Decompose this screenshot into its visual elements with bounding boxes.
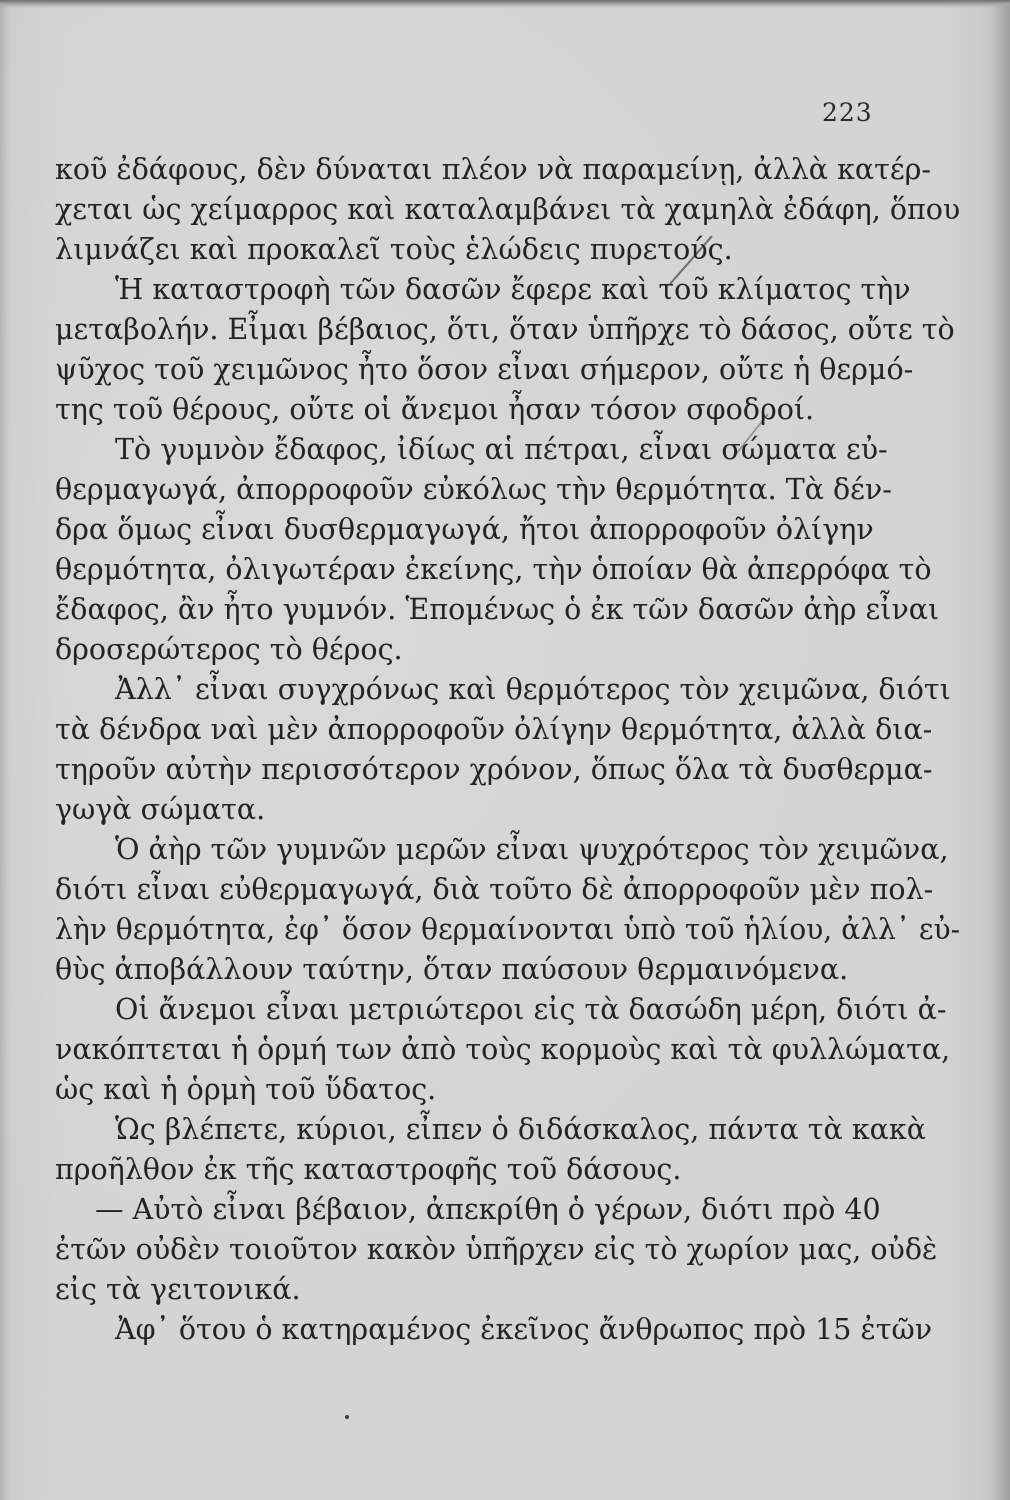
text-line: χεται ὡς χείμαρρος καὶ καταλαμβάνει τὰ χαμηλὰ ἐδάφη, ὅπου: [55, 193, 961, 226]
text-line: Οἱ ἄνεμοι εἶναι μετριώτεροι εἰς τὰ δασώδη μέρη, διότι ἀ-: [115, 993, 947, 1026]
text-line: Ὁ ἀὴρ τῶν γυμνῶν μερῶν εἶναι ψυχρότερος τὸν χειμῶνα,: [115, 833, 949, 866]
text-line: δρα ὅμως εἶναι δυσθερμαγωγά, ἤτοι ἀπορροφοῦν ὀλίγην: [55, 513, 874, 546]
text-line: ἐτῶν οὐδὲν τοιοῦτον κακὸν ὑπῆρχεν εἰς τὸ χωρίον μας, οὐδὲ: [55, 1233, 938, 1266]
text-line: Ὡς βλέπετε, κύριοι, εἶπεν ὁ διδάσκαλος, πάντα τὰ κακὰ: [115, 1113, 926, 1146]
text-line: ψῦχος τοῦ χειμῶνος ἦτο ὅσον εἶναι σήμερον, οὔτε ἡ θερμό-: [55, 353, 914, 386]
text-line: δροσερώτερος τὸ θέρος.: [55, 633, 403, 666]
page-top-edge: [0, 0, 1010, 8]
text-line: — Αὐτὸ εἶναι βέβαιον, ἀπεκρίθη ὁ γέρων, διότι πρὸ 40: [95, 1193, 881, 1226]
text-line: νακόπτεται ἡ ὁρμή των ἀπὸ τοὺς κορμοὺς καὶ τὰ φυλλώματα,: [55, 1033, 951, 1066]
text-line: θερμαγωγά, ἀπορροφοῦν εὐκόλως τὴν θερμότητα. Τὰ δέν-: [55, 473, 892, 506]
text-line: θερμότητα, ὀλιγωτέραν ἐκείνης, τὴν ὁποίαν θὰ ἀπερρόφα τὸ: [55, 553, 932, 586]
text-line: τηροῦν αὐτὴν περισσότερον χρόνον, ὅπως ὅλα τὰ δυσθερμα-: [55, 753, 933, 786]
text-line: διότι εἶναι εὐθερμαγωγά, διὰ τοῦτο δὲ ἀπορροφοῦν μὲν πολ-: [55, 873, 934, 906]
text-line: λιμνάζει καὶ προκαλεῖ τοὺς ἑλώδεις πυρετούς.: [55, 233, 733, 266]
text-line: λὴν θερμότητα, ἐφ᾽ ὅσον θερμαίνονται ὑπὸ τοῦ ἡλίου, ἀλλ᾽ εὐ-: [55, 913, 961, 946]
text-line: Ἀλλ᾽ εἶναι συγχρόνως καὶ θερμότερος τὸν χειμῶνα, διότι: [115, 673, 951, 706]
text-line: ὡς καὶ ἡ ὁρμὴ τοῦ ὕδατος.: [55, 1073, 437, 1106]
text-line: της τοῦ θέρους, οὔτε οἱ ἄνεμοι ἦσαν τόσον σφοδροί.: [55, 393, 815, 426]
ink-speck: [345, 1415, 349, 1419]
text-line: Ἀφ᾽ ὅτου ὁ κατηραμένος ἐκεῖνος ἄνθρωπος πρὸ 15 ἐτῶν: [115, 1313, 933, 1346]
text-line: γωγὰ σώματα.: [55, 793, 266, 826]
text-line: θὺς ἀποβάλλουν ταύτην, ὅταν παύσουν θερμαινόμενα.: [55, 953, 849, 986]
text-line: μεταβολήν. Εἶμαι βέβαιος, ὅτι, ὅταν ὑπῆρχε τὸ δάσος, οὔτε τὸ: [55, 313, 955, 346]
page-number: 223: [822, 98, 873, 127]
text-line: Ἡ καταστροφὴ τῶν δασῶν ἔφερε καὶ τοῦ κλίματος τὴν: [115, 273, 911, 306]
text-line: προῆλθον ἐκ τῆς καταστροφῆς τοῦ δάσους.: [55, 1153, 682, 1186]
text-line: κοῦ ἐδάφους, δὲν δύναται πλέον νὰ παραμείνῃ, ἀλλὰ κατέρ-: [55, 153, 932, 186]
text-line: εἰς τὰ γειτονικά.: [55, 1273, 301, 1306]
text-line: ἔδαφος, ἂν ἦτο γυμνόν. Ἑπομένως ὁ ἐκ τῶν δασῶν ἀὴρ εἶναι: [55, 593, 940, 626]
text-line: Τὸ γυμνὸν ἔδαφος, ἰδίως αἱ πέτραι, εἶναι σώματα εὐ-: [115, 433, 888, 466]
text-line: τὰ δένδρα ναὶ μὲν ἀπορροφοῦν ὀλίγην θερμότητα, ἀλλὰ δια-: [55, 713, 933, 746]
